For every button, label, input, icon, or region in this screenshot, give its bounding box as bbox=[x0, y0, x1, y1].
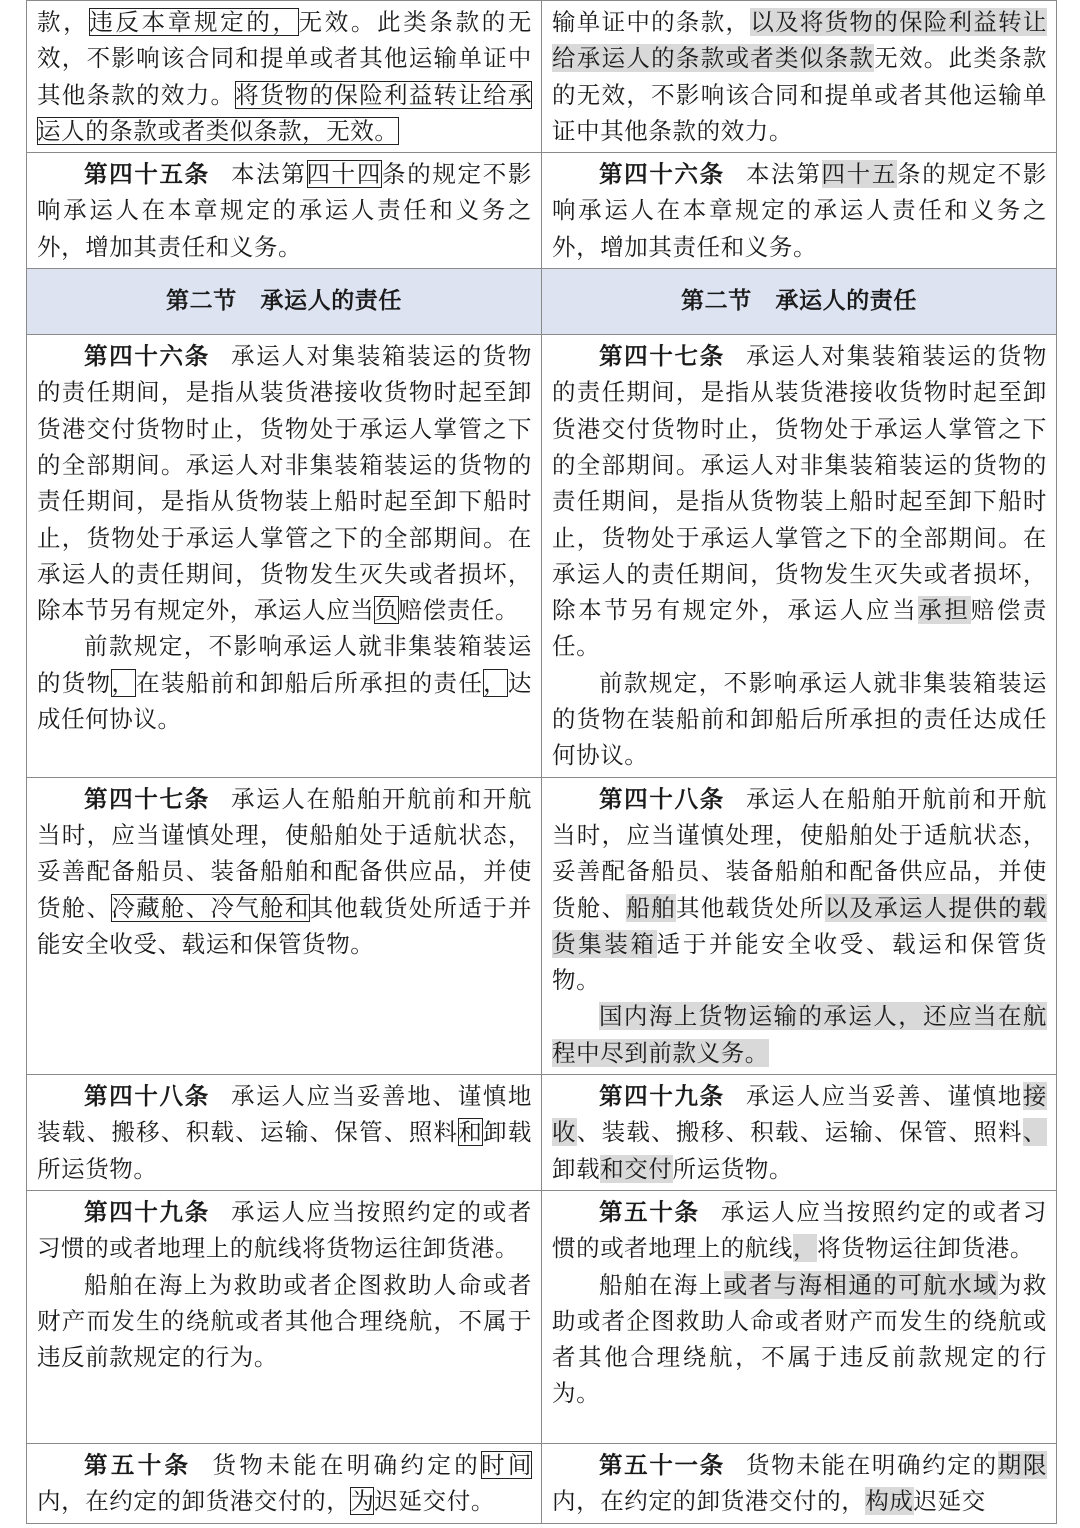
article-row bbox=[27, 1075, 1057, 1191]
text-segment: 卸载所运货物。 bbox=[37, 1118, 533, 1183]
text-segment: 承运人应当妥善地、谨慎地装载、搬移、积载、运输、保管、照料 bbox=[37, 1082, 533, 1147]
text-segment: 前款规定，不影响承运人就非集装箱装运的货物在装船前和卸船后所承担的责任达成任何协议。 bbox=[552, 668, 1047, 770]
text-segment: 赔偿责任。 bbox=[398, 596, 520, 625]
boxed-deleted-text: ， bbox=[483, 668, 508, 697]
text-segment: 承运人在船舶开航前和开航当时，应当谨慎处理，使船舶处于适航状态，妥善配备船员、装备船舶和配备供应品，并使货舱、 bbox=[37, 784, 533, 922]
article-paragraph bbox=[37, 628, 532, 737]
right-column-cell bbox=[542, 1, 1057, 153]
boxed-deleted-text: 为 bbox=[350, 1487, 375, 1516]
text-segment: 所运货物。 bbox=[672, 1154, 794, 1183]
text-segment: 、装载、搬移、积载、运输、保管、照料 bbox=[576, 1118, 1023, 1147]
section-title-left: 第二节 承运人的责任 bbox=[27, 269, 542, 335]
left-column-cell bbox=[27, 1075, 542, 1191]
article-paragraph bbox=[552, 998, 1047, 1071]
boxed-deleted-text: ， bbox=[111, 668, 137, 697]
left-column-cell bbox=[27, 153, 542, 269]
text-segment: 承运人应当按照约定的或者习惯的或者地理上的航线 bbox=[552, 1197, 1047, 1263]
text-segment: 无效。此类条款的无效，不影响该合同和提单或者其他运输单证中其他条款的效力。 bbox=[37, 8, 532, 109]
text-segment: 承运人在船舶开航前和开航当时，应当谨慎处理，使船舶处于适航状态，妥善配备船员、装备船舶和配备供应品，并使货舱、 bbox=[552, 784, 1048, 922]
article-row bbox=[27, 335, 1057, 778]
article-paragraph bbox=[37, 4, 532, 149]
highlighted-revised-text: 接收 bbox=[552, 1082, 1047, 1147]
left-column-cell bbox=[27, 777, 542, 1074]
text-segment: 在装船前和卸船后所承担的责任 bbox=[136, 668, 484, 697]
section-header-row bbox=[27, 269, 1057, 335]
text-segment: 将货物运往卸货港。 bbox=[817, 1234, 1035, 1263]
article-row bbox=[27, 1, 1057, 153]
text-segment: 款， bbox=[37, 8, 90, 36]
article-paragraph bbox=[552, 156, 1047, 265]
highlighted-revised-text: 以及承运人提供的载货集装箱 bbox=[552, 893, 1048, 958]
highlighted-revised-text: 构成 bbox=[865, 1487, 914, 1516]
highlighted-revised-text: 四十五 bbox=[821, 160, 898, 189]
boxed-deleted-text: 冷藏舱、冷气舱和 bbox=[111, 893, 310, 922]
text-segment: 本法第 bbox=[746, 160, 822, 189]
article-paragraph bbox=[37, 1194, 532, 1267]
boxed-deleted-text: 将货物的保险利益转让给承运人的条款或者类似条款，无效。 bbox=[37, 80, 532, 145]
right-column-cell bbox=[542, 777, 1057, 1074]
text-segment: 为救助或者企图救助人命或者财产而发生的绕航或者其他合理绕航，不属于违反前款规定的行为。 bbox=[552, 1270, 1048, 1408]
text-segment: 条的规定不影响承运人在本章规定的承运人责任和义务之外，增加其责任和义务。 bbox=[552, 160, 1047, 261]
article-paragraph bbox=[37, 1447, 532, 1520]
article-number: 第四十九条 bbox=[599, 1082, 725, 1111]
article-row bbox=[27, 777, 1057, 1074]
article-number: 第四十五条 bbox=[84, 160, 210, 189]
right-column-cell bbox=[542, 335, 1057, 778]
text-segment: 货物未能在明确约定的 bbox=[746, 1450, 998, 1479]
article-paragraph bbox=[37, 781, 532, 962]
article-paragraph bbox=[552, 338, 1047, 665]
article-number: 第四十七条 bbox=[599, 342, 725, 371]
text-segment: 迟延交付。 bbox=[374, 1487, 495, 1516]
text-segment: 承运人应当妥善、谨慎地 bbox=[746, 1082, 1023, 1111]
article-paragraph bbox=[552, 1267, 1047, 1412]
right-column-cell bbox=[542, 1075, 1057, 1191]
article-paragraph bbox=[37, 338, 532, 628]
article-number: 第五十一条 bbox=[599, 1450, 725, 1479]
text-segment: 迟延交 bbox=[913, 1487, 986, 1516]
article-paragraph bbox=[552, 665, 1047, 774]
article-row bbox=[27, 153, 1057, 269]
highlighted-revised-text: ， bbox=[793, 1234, 818, 1263]
left-column-cell bbox=[27, 1190, 542, 1443]
highlighted-revised-text: 和交付 bbox=[600, 1154, 673, 1183]
right-column-cell bbox=[542, 1190, 1057, 1443]
highlighted-revised-text: 船舶 bbox=[626, 893, 676, 922]
highlighted-revised-text: 期限 bbox=[997, 1450, 1048, 1479]
article-paragraph bbox=[37, 156, 532, 265]
right-column-cell bbox=[542, 153, 1057, 269]
comparison-table bbox=[26, 0, 1057, 1524]
article-number: 第五十条 bbox=[84, 1450, 192, 1479]
left-column-cell bbox=[27, 335, 542, 778]
text-segment: 前款规定，不影响承运人就非集装箱装运的货物 bbox=[37, 632, 532, 697]
text-segment: 其他载货处所 bbox=[675, 893, 825, 922]
text-segment: 内，在约定的卸货港交付的， bbox=[552, 1487, 866, 1516]
article-paragraph bbox=[552, 1194, 1047, 1267]
boxed-deleted-text: 和 bbox=[458, 1118, 484, 1147]
boxed-deleted-text: 负 bbox=[374, 596, 399, 625]
highlighted-revised-text: 以及将货物的保险利益转让给承运人的条款或者类似条款 bbox=[552, 8, 1047, 73]
text-segment: 承运人对集装箱装运的货物的责任期间，是指从装货港接收货物时起至卸货港交付货物时止，货物处于承运人掌管之下的全部期间。承运人对非集装箱装运的货物的责任期间，是指从货物装上船时起至卸下船时止，货物处于承运人掌管之下的全部期间。在承运人的责任期间，货物发生灭失或者损坏，除本节另有规定外，承运人应当 bbox=[552, 342, 1048, 625]
article-paragraph bbox=[37, 1078, 532, 1187]
text-segment: 卸载 bbox=[552, 1154, 601, 1183]
article-number: 第四十八条 bbox=[599, 784, 725, 813]
text-segment: 船舶在海上 bbox=[599, 1270, 724, 1299]
article-paragraph bbox=[552, 781, 1047, 999]
comparison-table-body bbox=[27, 1, 1057, 1524]
highlighted-revised-text: 、 bbox=[1022, 1118, 1047, 1147]
text-segment: 承运人应当按照约定的或者习惯的或者地理上的航线将货物运往卸货港。 bbox=[37, 1197, 533, 1263]
text-segment: 无效。此类条款的无效，不影响该合同和提单或者其他运输单证中其他条款的效力。 bbox=[552, 44, 1047, 145]
left-column-cell bbox=[27, 1443, 542, 1523]
text-segment: 本法第 bbox=[231, 160, 307, 189]
article-paragraph bbox=[37, 1267, 532, 1376]
text-segment: 达成任何协议。 bbox=[37, 668, 533, 734]
text-segment: 船舶在海上为救助或者企图救助人命或者财产而发生的绕航或者其他合理绕航，不属于违反前款规定的行为。 bbox=[37, 1270, 532, 1372]
article-number: 第四十六条 bbox=[599, 160, 725, 189]
article-paragraph bbox=[552, 1447, 1047, 1520]
article-paragraph bbox=[552, 4, 1047, 149]
section-title-right: 第二节 承运人的责任 bbox=[542, 269, 1057, 335]
text-segment: 适于并能安全收受、载运和保管货物。 bbox=[552, 929, 1048, 995]
highlighted-revised-text: 国内海上货物运输的承运人，还应当在航程中尽到前款义务。 bbox=[552, 1002, 1047, 1067]
text-segment: 条的规定不影响承运人在本章规定的承运人责任和义务之外，增加其责任和义务。 bbox=[37, 160, 532, 261]
text-segment: 承运人对集装箱装运的货物的责任期间，是指从装货港接收货物时起至卸货港交付货物时止，货物处于承运人掌管之下的全部期间。承运人对非集装箱装运的货物的责任期间，是指从货物装上船时起至卸下船时止，货物处于承运人掌管之下的全部期间。在承运人的责任期间，货物发生灭失或者损坏，除本节另有规定外，承运人应当 bbox=[37, 342, 533, 625]
text-segment: 货物未能在明确约定的 bbox=[212, 1450, 482, 1479]
article-number: 第四十六条 bbox=[84, 342, 210, 371]
article-number: 第四十七条 bbox=[84, 784, 210, 813]
boxed-deleted-text: 时间 bbox=[481, 1450, 532, 1479]
highlighted-revised-text: 承担 bbox=[918, 596, 971, 625]
highlighted-revised-text: 或者与海相通的可航水域 bbox=[723, 1270, 998, 1299]
right-column-cell bbox=[542, 1443, 1057, 1523]
text-segment: 赔偿责任。 bbox=[552, 596, 1047, 661]
boxed-deleted-text: 四十四 bbox=[306, 160, 383, 189]
text-segment: 输单证中的条款， bbox=[552, 8, 751, 36]
article-row bbox=[27, 1190, 1057, 1443]
article-number: 第四十九条 bbox=[84, 1197, 210, 1226]
article-row bbox=[27, 1443, 1057, 1523]
article-paragraph bbox=[552, 1078, 1047, 1187]
boxed-deleted-text: 违反本章规定的， bbox=[89, 8, 299, 36]
text-segment: 内，在约定的卸货港交付的， bbox=[37, 1487, 351, 1516]
article-number: 第五十条 bbox=[599, 1197, 700, 1226]
text-segment: 其他载货处所适于并能安全收受、载运和保管货物。 bbox=[37, 893, 532, 958]
left-column-cell bbox=[27, 1, 542, 153]
article-number: 第四十八条 bbox=[84, 1082, 210, 1111]
